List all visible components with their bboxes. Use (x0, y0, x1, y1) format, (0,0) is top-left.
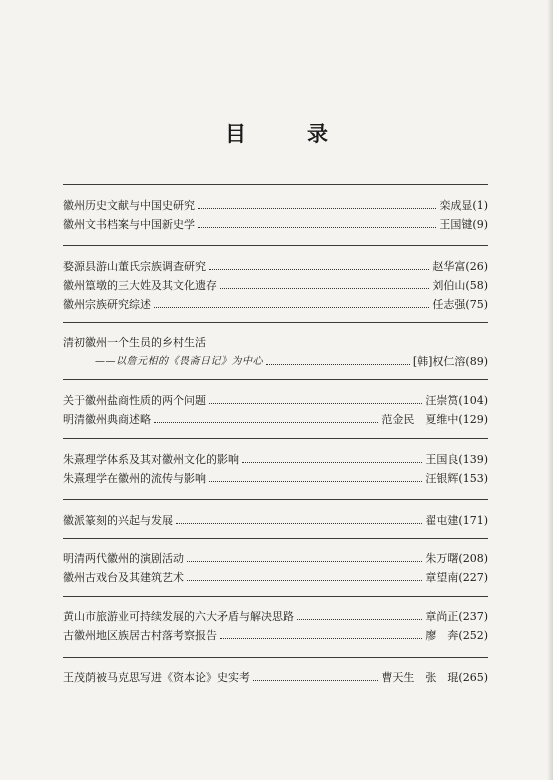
dot-leader (176, 523, 422, 524)
section-divider (63, 379, 488, 380)
dot-leader (242, 462, 422, 463)
section-divider (63, 184, 488, 185)
entry-title: 徽州文书档案与中国新史学 (63, 218, 195, 231)
section-divider (63, 538, 488, 539)
toc-entry[interactable] (63, 605, 488, 623)
dot-leader (266, 364, 410, 365)
entry-title: 清初徽州一个生员的乡村生活 (63, 336, 206, 349)
entry-title: 徽州历史文献与中国史研究 (63, 199, 195, 212)
entry-title: 明清两代徽州的演剧活动 (63, 552, 184, 565)
entry-title: 徽派篆刻的兴起与发展 (63, 514, 173, 527)
toc-entry[interactable] (63, 448, 488, 466)
toc-entry[interactable] (95, 350, 488, 368)
entry-author-page: 刘伯山(58) (432, 279, 488, 292)
dot-leader (154, 307, 429, 308)
dot-leader (209, 269, 429, 270)
section-divider (63, 438, 488, 439)
toc-entry[interactable] (63, 666, 488, 684)
toc-entry[interactable] (63, 213, 488, 231)
entry-author-page: 范金民 夏维中(129) (381, 413, 488, 426)
entry-author-page: 赵华富(26) (432, 260, 488, 273)
entry-title: 朱熹理学在徽州的流传与影响 (63, 472, 206, 485)
section-divider (63, 657, 488, 658)
entry-author-page: 王国键(9) (439, 218, 488, 231)
entry-title: 明清徽州典商述略 (63, 413, 151, 426)
entry-author-page: 章望南(227) (425, 571, 488, 584)
entry-title: 王茂荫被马克思写进《资本论》史实考 (63, 671, 250, 684)
entry-author-page: 栾成显(1) (439, 199, 488, 212)
entry-title: ——以詹元相的《畏斋日记》为中心 (95, 356, 263, 367)
toc-entry[interactable] (63, 255, 488, 273)
entry-author-page: 汪银辉(153) (425, 472, 488, 485)
entry-author-page: 朱万曙(208) (425, 552, 488, 565)
entry-author-page: 曹天生 张 琨(265) (381, 671, 488, 684)
entry-title: 关于徽州盐商性质的两个问题 (63, 394, 206, 407)
section-divider (63, 499, 488, 500)
entry-title: 徽州古戏台及其建筑艺术 (63, 571, 184, 584)
section-divider (63, 596, 488, 597)
dot-leader (154, 422, 378, 423)
dot-leader (220, 288, 429, 289)
entry-author-page: [韩]权仁溶(89) (412, 355, 488, 368)
entry-title: 黄山市旅游业可持续发展的六大矛盾与解决思路 (63, 610, 294, 623)
toc-entry[interactable] (63, 509, 488, 527)
dot-leader (198, 208, 436, 209)
entry-author-page: 廖 奔(252) (425, 629, 488, 642)
entry-title: 徽州宗族研究综述 (63, 298, 151, 311)
entry-title: 婺源县游山董氏宗族调查研究 (63, 260, 206, 273)
dot-leader (187, 580, 422, 581)
entry-author-page: 汪崇筼(104) (425, 394, 488, 407)
toc-entry[interactable] (63, 293, 488, 311)
section-divider (63, 245, 488, 246)
entry-author-page: 王国良(139) (425, 453, 488, 466)
page-edge-shadow (547, 0, 553, 780)
entry-title: 古徽州地区族居古村落考察报告 (63, 629, 217, 642)
toc-entry[interactable] (63, 274, 488, 292)
page-title: 目 录 (225, 121, 348, 146)
entry-author-page: 翟屯建(171) (425, 514, 488, 527)
entry-title: 朱熹理学体系及其对徽州文化的影响 (63, 453, 239, 466)
dot-leader (187, 561, 422, 562)
entry-author-page: 任志强(75) (432, 298, 488, 311)
section-divider (63, 322, 488, 323)
toc-entry[interactable] (63, 467, 488, 485)
dot-leader (209, 403, 422, 404)
dot-leader (253, 680, 378, 681)
entry-author-page: 章尚正(237) (425, 610, 488, 623)
dot-leader (198, 227, 436, 228)
toc-entry[interactable] (63, 389, 488, 407)
toc-entry[interactable] (63, 624, 488, 642)
entry-title: 徽州篁墩的三大姓及其文化遗存 (63, 279, 217, 292)
toc-entry[interactable] (63, 566, 488, 584)
toc-entry[interactable] (63, 547, 488, 565)
dot-leader (297, 619, 422, 620)
toc-entry[interactable] (63, 408, 488, 426)
toc-entry[interactable] (63, 194, 488, 212)
dot-leader (209, 481, 422, 482)
dot-leader (220, 638, 422, 639)
toc-entry[interactable] (63, 331, 488, 349)
